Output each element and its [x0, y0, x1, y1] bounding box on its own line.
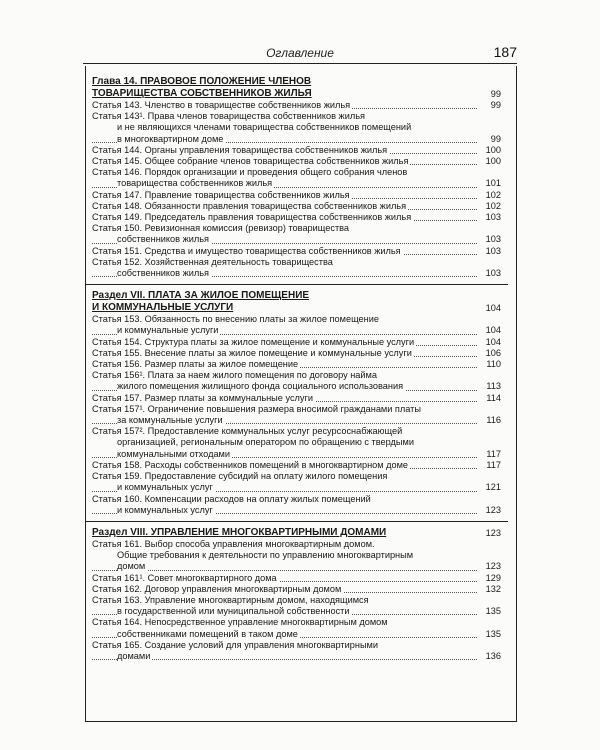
toc-entry-text: Статья 143. Членство в товариществе собственников жилья — [92, 100, 351, 110]
toc-entry-text: Статья 165. Создание условий для управления многоквартирными — [92, 639, 379, 650]
toc-entry[interactable] — [92, 393, 501, 404]
toc-entry-page-number: 104 — [485, 325, 501, 336]
toc-entry-page-number: 117 — [486, 459, 501, 470]
toc-entry-text: Статья 147. Правление товарищества собственников жилья — [92, 189, 350, 200]
toc-entry-text: Статья 160. Компенсации расходов на оплату жилых помещений — [92, 493, 371, 504]
toc-entry[interactable] — [92, 426, 501, 460]
toc-entry-page-number: 123 — [485, 504, 501, 515]
toc-entry-text: за коммунальные услуги — [117, 415, 223, 426]
toc-entry-text: жилого помещения жилищного фонда социального использования — [117, 381, 404, 392]
toc-entry-text: Статья 143¹. Права членов товарищества собственников жилья — [92, 111, 365, 122]
toc-entry-page-number: 99 — [490, 100, 501, 110]
toc-entry-text: Статья 157². Предоставление коммунальных услуг ресурсоснабжающей — [92, 426, 403, 437]
toc-entry-page-number: 114 — [486, 392, 501, 403]
toc-entry[interactable] — [92, 494, 501, 516]
toc-entry[interactable] — [92, 359, 501, 370]
toc-entry-text: в многоквартирном доме — [117, 133, 224, 144]
toc-entry-page-number: 123 — [485, 561, 501, 572]
page-header — [83, 42, 517, 64]
toc-entry[interactable] — [92, 223, 501, 245]
toc-entry[interactable] — [92, 201, 501, 212]
section-title-line: Раздел VIII. УПРАВЛЕНИЕ МНОГОКВАРТИРНЫМИ ДОМАМИ — [92, 526, 387, 538]
toc-entry[interactable] — [92, 584, 501, 595]
leader-dots — [92, 570, 477, 571]
toc-entry-page-number: 106 — [485, 347, 501, 358]
toc-entry-text: Статья 150. Ревизионная комиссия (ревизор) товарищества — [92, 223, 350, 234]
toc-entry-text: Статья 153. Обязанность по внесению платы за жилое помещение — [92, 314, 379, 325]
toc-entry-text: Статья 161¹. Совет многоквартирного дома — [92, 572, 277, 583]
toc-entry-page-number: 135 — [485, 606, 501, 617]
section-page-number: 123 — [485, 527, 501, 538]
toc-entry-page-number: 103 — [485, 268, 501, 279]
toc-entry-text: Статья 149. Председатель правления товарищества собственников жилья — [92, 212, 412, 223]
section-divider — [85, 521, 508, 522]
toc-entry-text: Статья 151. Средства и имущество товарищества собственников жилья — [92, 245, 401, 256]
section-heading — [92, 290, 501, 314]
toc-entry-page-number: 103 — [485, 212, 501, 223]
toc-entry-page-number: 116 — [486, 415, 501, 426]
toc-entry-page-number: 136 — [485, 650, 501, 661]
page-number: 187 — [493, 44, 517, 60]
toc-entry-page-number: 110 — [486, 359, 501, 370]
toc-entry-text: Статья 159. Предоставление субсидий на оплату жилого помещения — [92, 471, 388, 482]
toc-entry-page-number: 103 — [485, 234, 501, 245]
toc-entry[interactable] — [92, 573, 501, 584]
toc-entry-text: коммунальными отходами — [117, 448, 231, 459]
toc-entry-page-number: 101 — [485, 178, 501, 189]
toc-entry-page-number: 99 — [490, 133, 501, 144]
toc-entry[interactable] — [92, 246, 501, 257]
toc-entry-text: домом — [117, 561, 146, 572]
toc-entry-text: Статья 156. Размер платы за жилое помещение — [92, 359, 299, 370]
toc-entry[interactable] — [92, 595, 501, 617]
toc-entry[interactable] — [92, 370, 501, 392]
toc-entry-text: собственников жилья — [117, 234, 210, 245]
toc-entry-text: собственников жилья — [117, 268, 210, 279]
toc-entry-text: в государственной или муниципальной собственности — [117, 606, 350, 617]
toc-entry-text: и коммунальных услуг — [117, 504, 213, 515]
toc-entry[interactable] — [92, 471, 501, 493]
toc-entry-text: домами — [117, 650, 151, 661]
toc-entry-page-number: 121 — [485, 482, 501, 493]
table-of-contents — [92, 74, 501, 662]
toc-entry-text: Статья 162. Договор управления многоквартирным домом — [92, 583, 342, 594]
toc-entry[interactable] — [92, 156, 501, 167]
toc-entry-text: Статья 156¹. Плата за наем жилого помещения по договору найма — [92, 370, 377, 381]
toc-entry[interactable] — [92, 337, 501, 348]
toc-entry-text: Статья 158. Расходы собственников помещений в многоквартирном доме — [92, 459, 409, 470]
toc-entry-text: Статья 146. Порядок организации и проведения общего собрания членов — [92, 167, 408, 178]
toc-entry[interactable] — [92, 617, 501, 639]
toc-entry-page-number: 100 — [485, 144, 501, 155]
header-rule — [83, 63, 517, 64]
toc-entry[interactable] — [92, 100, 501, 111]
toc-entry-text: товарищества собственников жилья — [117, 178, 273, 189]
toc-entry-text: организацией, региональным оператором по обращению с твердыми — [117, 437, 414, 448]
section-divider — [85, 284, 508, 285]
toc-entry-page-number: 104 — [485, 336, 501, 347]
toc-entry[interactable] — [92, 145, 501, 156]
toc-entry[interactable] — [92, 348, 501, 359]
toc-entry-text: и коммунальные услуги — [117, 325, 219, 336]
section-title-line: ТОВАРИЩЕСТВА СОБСТВЕННИКОВ ЖИЛЬЯ — [92, 88, 312, 99]
section-title-line: Глава 14. ПРАВОВОЕ ПОЛОЖЕНИЕ ЧЛЕНОВ — [92, 76, 312, 87]
toc-entry[interactable] — [92, 404, 501, 426]
toc-entry-text: Статья 144. Органы управления товарищества собственников жилья — [92, 144, 388, 155]
toc-entry[interactable] — [92, 212, 501, 223]
toc-entry-page-number: 132 — [485, 583, 501, 594]
running-header-title: Оглавление — [266, 46, 334, 60]
section-title-line: Раздел VII. ПЛАТА ЗА ЖИЛОЕ ПОМЕЩЕНИЕ — [92, 290, 310, 302]
toc-entry-text: Статья 148. Обязанности правления товарищества собственников жилья — [92, 200, 407, 211]
toc-entry-page-number: 129 — [485, 572, 501, 583]
toc-entry-text: Статья 152. Хозяйственная деятельность товарищества — [92, 256, 333, 267]
toc-entry[interactable] — [92, 167, 501, 189]
toc-entry[interactable] — [92, 460, 501, 471]
toc-entry-text: Статья 145. Общее собрание членов товарищества собственников жилья — [92, 156, 409, 167]
toc-entry-page-number: 102 — [485, 200, 501, 211]
section-heading — [92, 76, 501, 100]
toc-entry-page-number: 113 — [486, 381, 501, 392]
toc-entry-page-number: 100 — [485, 156, 501, 167]
toc-entry-text: Статья 164. Непосредственное управление многоквартирным домом — [92, 617, 388, 628]
toc-entry[interactable] — [92, 257, 501, 279]
toc-entry-text: Статья 157. Размер платы за коммунальные услуги — [92, 392, 313, 403]
toc-entry-page-number: 135 — [485, 628, 501, 639]
section-page-number: 104 — [485, 303, 501, 314]
section-heading — [92, 527, 501, 539]
toc-entry-text: Статья 154. Структура платы за жилое помещение и коммунальные услуги — [92, 336, 415, 347]
toc-entry-page-number: 103 — [485, 245, 501, 256]
toc-entry-page-number: 102 — [485, 189, 501, 200]
toc-entry-text: Статья 157¹. Ограничение повышения размера вносимой гражданами платы — [92, 403, 421, 414]
toc-entry[interactable] — [92, 111, 501, 145]
section-title-line: И КОММУНАЛЬНЫЕ УСЛУГИ — [92, 302, 234, 314]
toc-entry-text: Статья 155. Внесение платы за жилое помещение и коммунальные услуги — [92, 347, 412, 358]
toc-entry-text: и не являющихся членами товарищества собственников помещений — [117, 122, 412, 133]
toc-entry-text: собственниками помещений в таком доме — [117, 628, 298, 639]
toc-entry-text: Статья 163. Управление многоквартирным домом, находящимся — [92, 594, 369, 605]
toc-entry-text: Статья 161. Выбор способа управления многоквартирным домом. — [92, 538, 375, 549]
toc-entry[interactable] — [92, 640, 501, 662]
toc-entry[interactable] — [92, 190, 501, 201]
toc-entry[interactable] — [92, 314, 501, 336]
toc-entry-text: и коммунальных услуг — [117, 482, 213, 493]
toc-entry[interactable] — [92, 539, 501, 573]
section-page-number: 99 — [490, 89, 501, 99]
toc-entry-text: Общие требования к деятельности по управлению многоквартирным — [117, 550, 414, 561]
toc-entry-page-number: 117 — [486, 448, 501, 459]
